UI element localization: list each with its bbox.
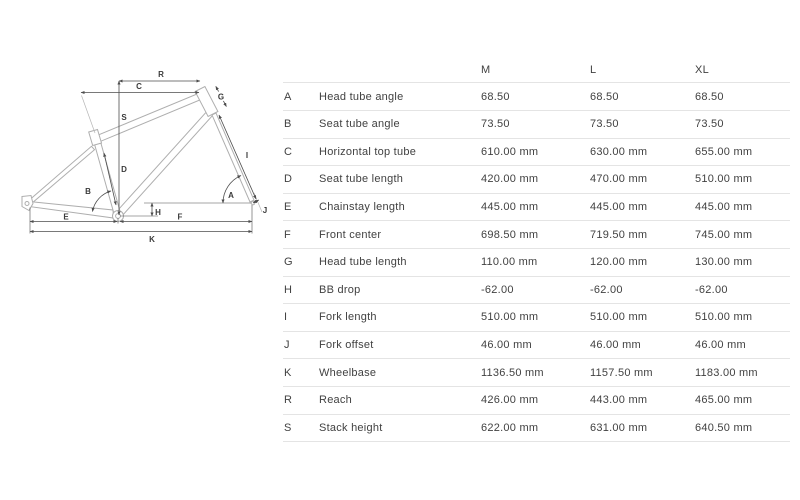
row-value-xl: 46.00 mm	[695, 339, 746, 352]
row-value-m: 110.00 mm	[481, 256, 538, 269]
row-letter: E	[284, 201, 292, 214]
row-value-m: 610.00 mm	[481, 145, 539, 158]
dim-label-r: R	[158, 70, 164, 79]
row-letter: H	[284, 283, 293, 296]
geometry-table-rows	[283, 83, 790, 442]
row-value-m: 698.50 mm	[481, 228, 539, 241]
row-value-xl: -62.00	[695, 283, 728, 296]
dim-label-d: D	[121, 165, 127, 174]
row-parameter: Head tube length	[319, 256, 407, 269]
row-value-l: 68.50	[590, 90, 619, 103]
row-parameter: Seat tube angle	[319, 118, 400, 131]
row-value-xl: 73.50	[695, 118, 724, 131]
row-value-l: 1157.50 mm	[590, 366, 653, 379]
bike-frame-drawing	[0, 0, 280, 260]
row-parameter: Wheelbase	[319, 366, 377, 379]
row-value-xl: 640.50 mm	[695, 421, 753, 434]
geometry-table	[283, 57, 790, 442]
row-parameter: Chainstay length	[319, 201, 405, 214]
row-value-m: 622.00 mm	[481, 421, 539, 434]
table-row	[283, 387, 790, 415]
row-value-m: 1136.50 mm	[481, 366, 544, 379]
dim-label-g: G	[217, 92, 225, 102]
row-value-xl: 510.00 mm	[695, 173, 753, 186]
row-parameter: Seat tube length	[319, 173, 404, 186]
table-row	[283, 139, 790, 167]
row-letter: C	[284, 145, 293, 158]
row-parameter: Fork length	[319, 311, 377, 324]
column-header-l: L	[590, 63, 597, 76]
row-value-m: 68.50	[481, 90, 510, 103]
row-value-l: -62.00	[590, 283, 623, 296]
row-value-l: 443.00 mm	[590, 394, 648, 407]
table-header	[283, 57, 790, 83]
row-value-m: 445.00 mm	[481, 201, 539, 214]
row-parameter: Fork offset	[319, 339, 374, 352]
row-value-xl: 655.00 mm	[695, 145, 753, 158]
table-row	[283, 83, 790, 111]
table-row	[283, 221, 790, 249]
table-row	[283, 249, 790, 277]
row-value-m: -62.00	[481, 283, 514, 296]
row-value-l: 120.00 mm	[590, 256, 648, 269]
column-header-m: M	[481, 63, 491, 76]
row-value-m: 426.00 mm	[481, 394, 539, 407]
row-parameter: BB drop	[319, 283, 361, 296]
table-row	[283, 111, 790, 139]
dim-label-j: J	[262, 206, 268, 215]
row-parameter: Horizontal top tube	[319, 145, 417, 158]
row-letter: G	[284, 256, 293, 269]
frame-tubes	[22, 87, 255, 222]
row-value-xl: 68.50	[695, 90, 724, 103]
row-letter: J	[284, 339, 290, 352]
row-parameter: Head tube angle	[319, 90, 404, 103]
row-value-l: 510.00 mm	[590, 311, 648, 324]
row-letter: A	[284, 90, 292, 103]
row-letter: D	[284, 173, 293, 186]
table-row	[283, 277, 790, 305]
row-value-l: 470.00 mm	[590, 173, 648, 186]
dim-label-f: F	[177, 212, 183, 222]
column-header-xl: XL	[695, 63, 709, 76]
dim-label-k: K	[149, 235, 155, 244]
row-value-xl: 445.00 mm	[695, 201, 753, 214]
row-value-xl: 130.00 mm	[695, 256, 753, 269]
row-value-xl: 1183.00 mm	[695, 366, 758, 379]
bike-geometry-diagram	[0, 0, 280, 260]
row-value-l: 719.50 mm	[590, 228, 648, 241]
dim-label-b: B	[85, 187, 91, 196]
table-row	[283, 166, 790, 194]
row-value-l: 46.00 mm	[590, 339, 641, 352]
row-letter: F	[284, 228, 291, 241]
table-row	[283, 194, 790, 222]
row-parameter: Front center	[319, 228, 382, 241]
row-value-m: 73.50	[481, 118, 510, 131]
row-value-xl: 745.00 mm	[695, 228, 753, 241]
row-value-l: 73.50	[590, 118, 619, 131]
dim-label-h: H	[155, 208, 161, 217]
row-parameter: Reach	[319, 394, 353, 407]
table-row	[283, 359, 790, 387]
row-letter: S	[284, 421, 292, 434]
row-letter: R	[284, 394, 293, 407]
dim-label-e: E	[63, 212, 69, 222]
dim-label-s: S	[121, 113, 127, 122]
row-letter: K	[284, 366, 292, 379]
row-letter: I	[284, 311, 288, 324]
row-value-m: 510.00 mm	[481, 311, 539, 324]
row-letter: B	[284, 118, 292, 131]
table-row	[283, 415, 790, 443]
dim-label-c: C	[136, 82, 142, 91]
row-value-xl: 510.00 mm	[695, 311, 753, 324]
row-value-l: 631.00 mm	[590, 421, 648, 434]
dim-label-a: A	[228, 191, 234, 200]
row-value-xl: 465.00 mm	[695, 394, 753, 407]
dim-label-i: I	[245, 151, 249, 160]
row-parameter: Stack height	[319, 421, 383, 434]
row-value-m: 46.00 mm	[481, 339, 532, 352]
row-value-m: 420.00 mm	[481, 173, 539, 186]
row-value-l: 630.00 mm	[590, 145, 648, 158]
table-row	[283, 332, 790, 360]
table-row	[283, 304, 790, 332]
row-value-l: 445.00 mm	[590, 201, 648, 214]
